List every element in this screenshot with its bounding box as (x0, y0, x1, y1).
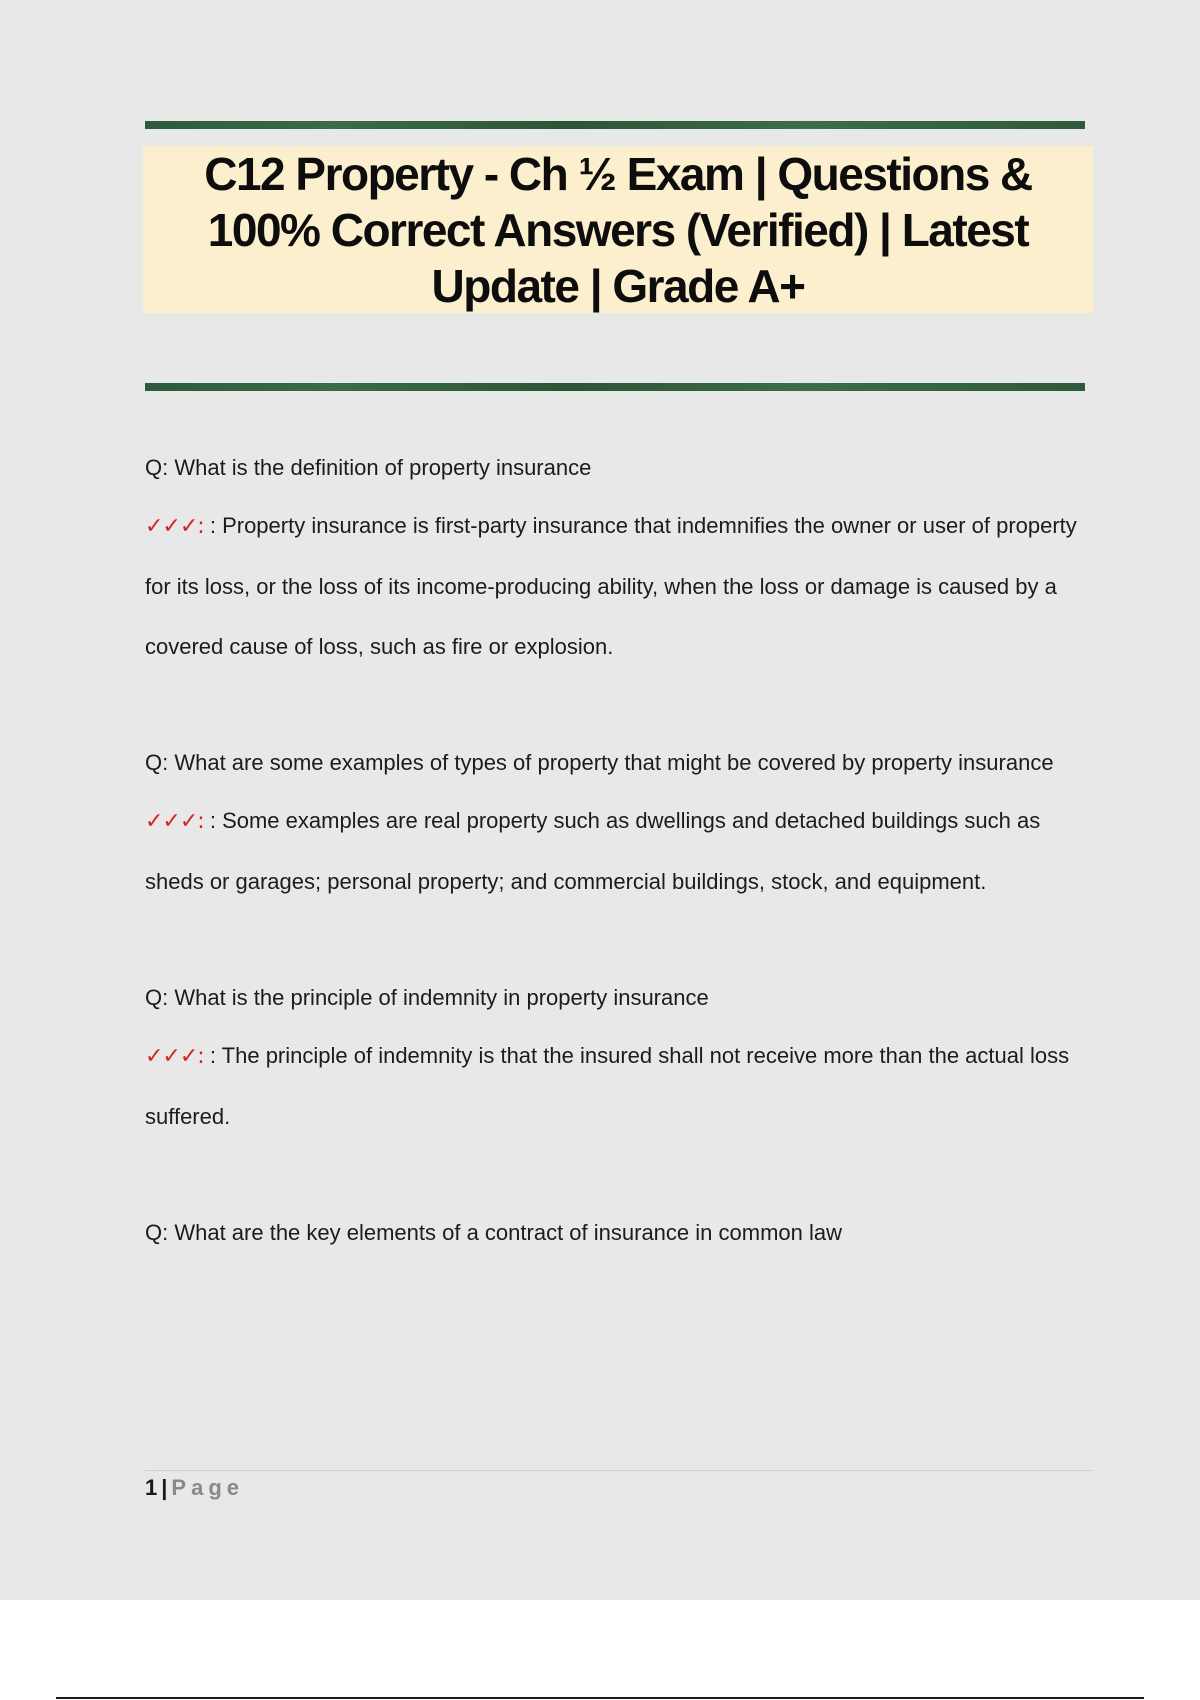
answer-body: : Some examples are real property such as dwellings and detached buildings such as sheds or garages; personal property; and commercial buildings, stock, and equipment. (145, 808, 1041, 894)
check-mark-icon: ✓✓✓: (145, 514, 204, 539)
bottom-rule (56, 1697, 1144, 1699)
page-label: Page (171, 1475, 244, 1500)
question-text: Q: What are the key elements of a contract of insurance in common law (145, 1220, 842, 1245)
page-footer (145, 1474, 244, 1502)
qa-content (145, 440, 1090, 1319)
answer-text (145, 496, 1090, 677)
title-top-rule (145, 121, 1085, 129)
answer-body: : The principle of indemnity is that the insured shall not receive more than the actual loss suffered. (145, 1043, 1070, 1129)
footer-separator: | (161, 1475, 168, 1500)
answer-text (145, 791, 1090, 912)
qa-item (145, 970, 1090, 1147)
qa-item (145, 1205, 1090, 1261)
title-bottom-rule (145, 383, 1085, 391)
check-mark-icon: ✓✓✓: (145, 809, 204, 834)
qa-item (145, 440, 1090, 677)
question-text: Q: What are some examples of types of property that might be covered by property insurance (145, 750, 1054, 775)
title-banner (143, 146, 1093, 313)
answer-text (145, 1026, 1090, 1147)
check-mark-icon: ✓✓✓: (145, 1044, 204, 1069)
document-title: C12 Property - Ch ½ Exam | Questions & 100% Correct Answers (Verified) | Latest Update | Grade A+ (204, 147, 1032, 312)
footer-divider (145, 1470, 1093, 1471)
question-text: Q: What is the principle of indemnity in property insurance (145, 985, 709, 1010)
qa-item (145, 735, 1090, 912)
answer-body: : Property insurance is first-party insurance that indemnifies the owner or user of property for its loss, or the loss of its income-producing ability, when the loss or damage is caused by a covered cause of loss, such as fire or explosion. (145, 513, 1077, 659)
question-text: Q: What is the definition of property insurance (145, 455, 592, 480)
page-number: 1 (145, 1475, 158, 1500)
